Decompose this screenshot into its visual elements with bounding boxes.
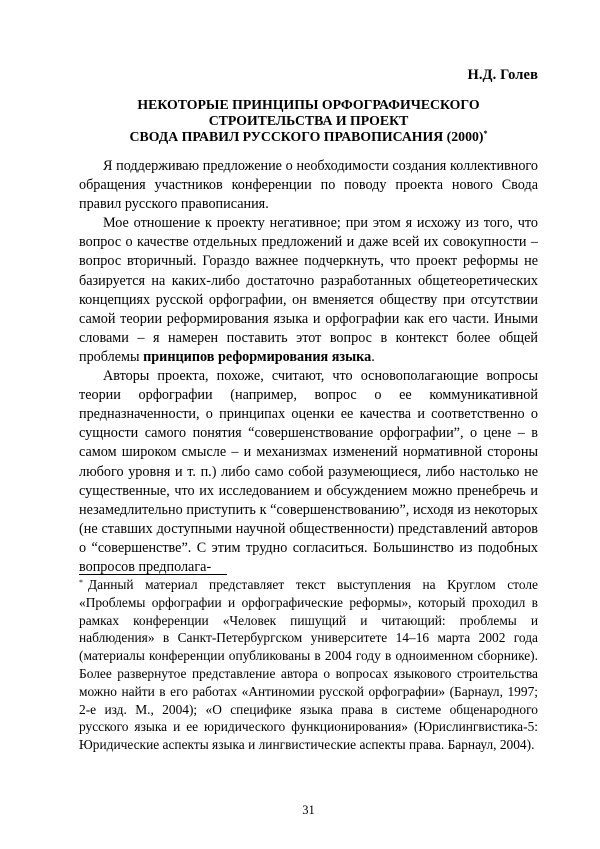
paragraph-2-end: . (371, 348, 375, 365)
footnote-divider (79, 574, 227, 575)
paragraph-2-emphasis: принципов реформирования языка (143, 348, 372, 365)
paragraph-1: Я поддерживаю предложение о необходимости создания коллективного обращения участников конференции по поводу проекта нового Свода правил русского правописания. (79, 158, 538, 213)
footnote-text: Данный материал представляет текст выступления на Круглом столе «Проблемы орфографии и орфографические реформы», который проходил в рамках конференции «Человек пишущий и читающий: проблемы и наблюдения» в Санкт-Петербургском университете 14–16 марта 2002 года (материалы конференции опубликованы в 2004 году в одноименном сборнике). Более развернутое представление автора о вопросах языкового строительства можно найти в его работах «Антиномии русской орфографии» (Барнаул, 1997; 2-е изд. М., 2004); «О специфике языка права в системе общенародного русского языка и ее юридического функционирования» (Юрислингвистика-5: Юридические аспекты языка и лингвистические аспекты права. Барнаул, 2004). (79, 577, 538, 753)
paragraph-2 (79, 214, 538, 367)
title-line-1: НЕКОТОРЫЕ ПРИНЦИПЫ ОРФОГРАФИЧЕСКОГО (137, 97, 480, 112)
footnote-mark: * (79, 578, 83, 587)
page-number: 31 (302, 803, 315, 817)
author-name: Н.Д. Голев (467, 67, 538, 83)
title-line-2: СТРОИТЕЛЬСТВА И ПРОЕКТ (208, 113, 409, 128)
paragraph-3: Авторы проекта, похоже, считают, что основополагающие вопросы теории орфографии (например, вопрос о ее коммуникативной предназначенности, о принципах оценки ее качества и соответственно о сущности самого понятия “совершенствование орфографии”, о цене – в самом широком смысле – и механизмах изменений нормативной стороны любого уровня и т. п.) либо само собой разумеющиеся, либо настолько не существенные, что их исследованием и обсуждением можно пренебречь и незамедлительно приступить к “совершенствованию”, исходя из некоторых (не ставших доступными научной общественности) представлений авторов о “совершенстве”. С этим трудно согласиться. Большинство из подобных вопросов предполага- (79, 368, 538, 575)
article-title (79, 97, 538, 145)
footnote (79, 576, 538, 754)
title-line-3 (79, 129, 538, 145)
title-footnote-mark: * (483, 129, 488, 138)
article-body (79, 157, 538, 577)
title-line-3-text: СВОДА ПРАВИЛ РУССКОГО ПРАВОПИСАНИЯ (2000) (129, 129, 484, 144)
document-page (79, 0, 538, 849)
paragraph-2-text: Мое отношение к проекту негативное; при этом я исхожу из того, что вопрос о качестве отдельных предложений и даже всей их совокупности – вопрос вторичный. Гораздо важнее подчеркнуть, что проект реформы не базируется на каких-либо достаточно разработанных общетеоретических концепциях русской орфографии, он вменяется обществу при отсутствии самой теории реформирования языка и орфографии как его части. Иными словами – я намерен поставить этот вопрос в контекст более общей проблемы (79, 215, 538, 365)
